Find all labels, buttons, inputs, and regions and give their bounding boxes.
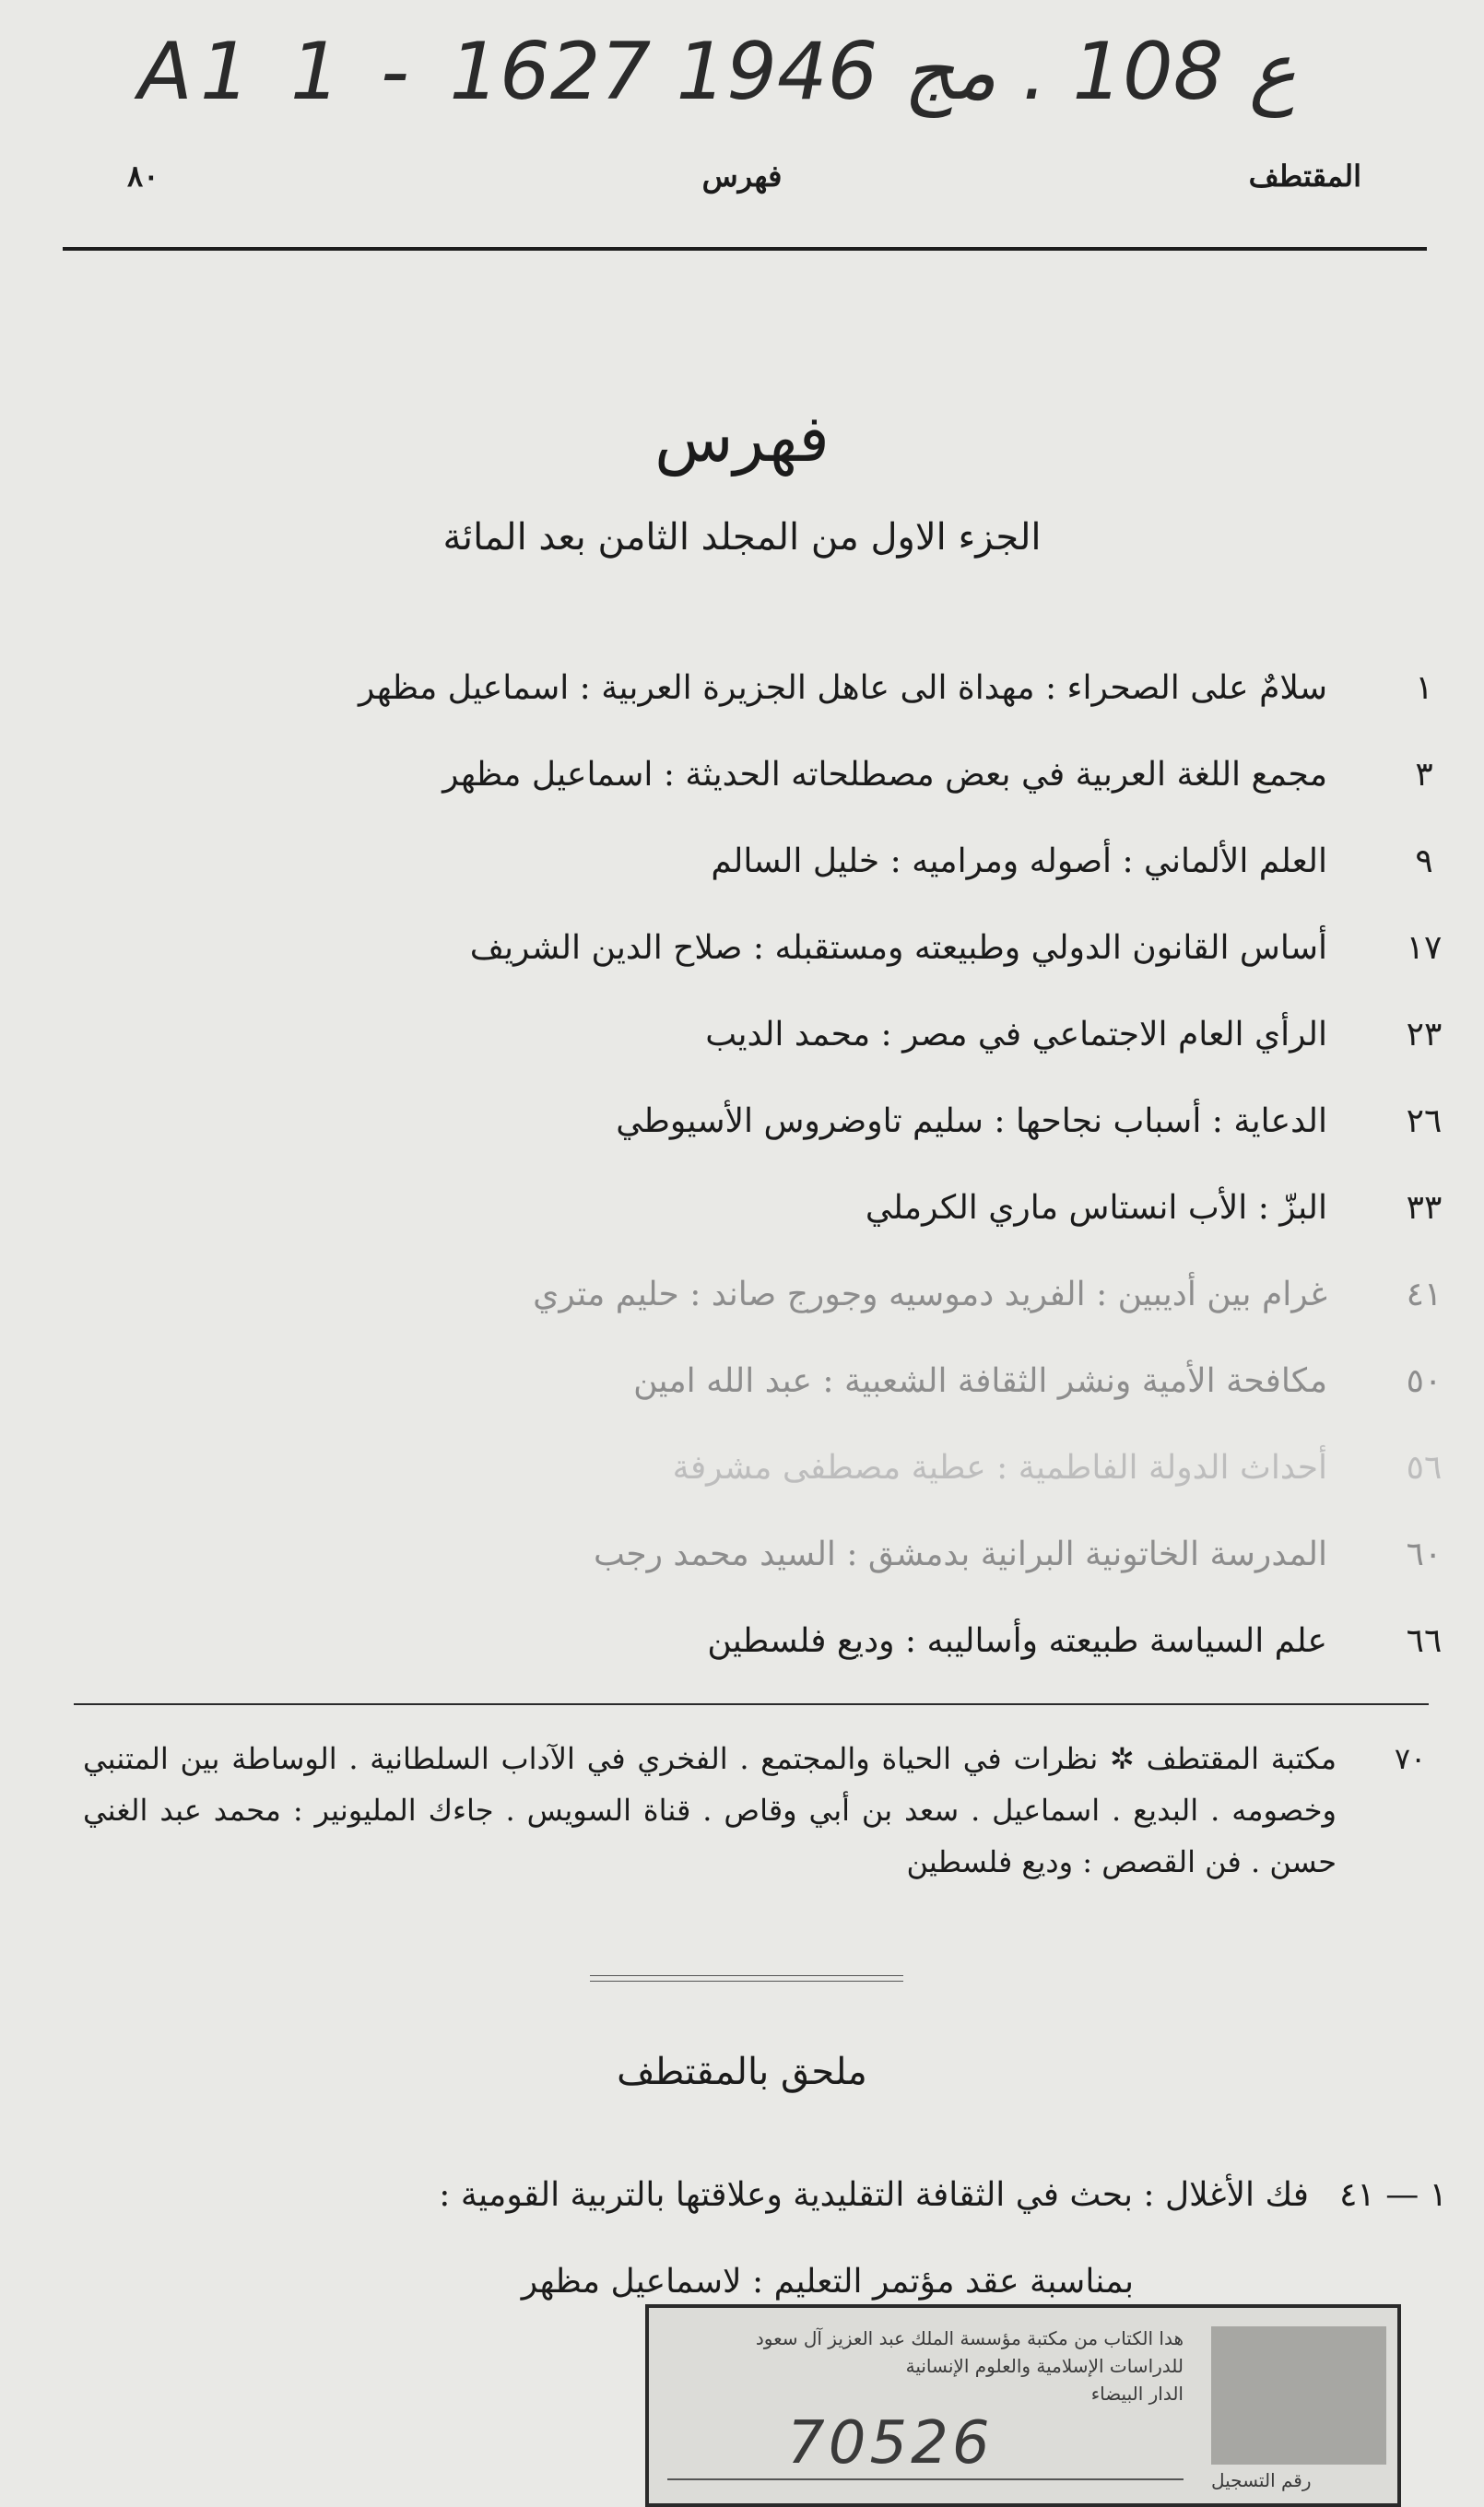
toc-title: غرام بين أديبين : الفريد دموسيه وجورج صاند : حليم متري <box>533 1276 1327 1313</box>
handwritten-reference: A1 1 - ع 108 . مج 1946 1627 <box>138 26 1297 118</box>
toc-entry <box>277 1425 1456 1512</box>
section-divider <box>74 1703 1429 1705</box>
page-title: فهرس <box>654 401 830 477</box>
stamp-line-1: هدا الكتاب من مكتبة مؤسسة الملك عبد العزيز آل سعود <box>755 2327 1184 2349</box>
supplement-entry <box>230 2152 1447 2325</box>
stamp-registration-number: 70526 <box>787 2409 994 2478</box>
stamp-line-3: الدار البيضاء <box>1090 2383 1184 2405</box>
library-text: مكتبة المقتطف ✲ نظرات في الحياة والمجتمع . الفخري في الآداب السلطانية . الوساطة بين المتنبي وخصومه . البديع . اسماعيل . سعد بن أبي وقاص . قناة السويس . جاءك المليونير : محمد عبد الغني حسن . فن القصص : وديع فلسطين <box>83 1741 1337 1879</box>
toc-entry <box>277 1598 1456 1685</box>
running-head-journal: المقتطف <box>1248 159 1361 194</box>
stamp-seal-image <box>1211 2326 1386 2465</box>
double-rule <box>590 1975 903 1982</box>
toc-page-number: ١٧ <box>1406 929 1443 967</box>
toc-page-number: ٢٦ <box>1406 1102 1443 1140</box>
toc-page-number: ١ <box>1415 669 1433 707</box>
toc-page-number: ٥٦ <box>1406 1449 1443 1487</box>
running-head-section: فهرس <box>701 159 783 194</box>
running-head <box>63 159 1421 214</box>
toc-entry <box>277 732 1456 818</box>
toc-entry <box>277 992 1456 1078</box>
toc-page-number: ٥٠ <box>1406 1362 1443 1400</box>
library-section <box>83 1733 1438 1888</box>
toc-title: الرأي العام الاجتماعي في مصر : محمد الديب <box>705 1016 1327 1053</box>
toc-page-number: ٤١ <box>1406 1276 1443 1313</box>
toc-page-number: ٦٠ <box>1406 1536 1443 1573</box>
toc-title: مجمع اللغة العربية في بعض مصطلحاته الحديثة : اسماعيل مظهر <box>442 756 1327 794</box>
library-stamp <box>645 2304 1401 2507</box>
toc-page-number: ٣ <box>1415 756 1433 794</box>
header-rule <box>63 247 1427 251</box>
running-head-page-number: ٨٠ <box>127 159 159 194</box>
toc-title: المدرسة الخاتونية البرانية بدمشق : السيد محمد رجب <box>593 1536 1327 1573</box>
toc-page-number: ٩ <box>1415 842 1433 880</box>
toc-title: أساس القانون الدولي وطبيعته ومستقبله : صلاح الدين الشريف <box>469 929 1327 967</box>
toc-entry <box>277 818 1456 905</box>
toc-page-number: ٣٣ <box>1406 1189 1443 1227</box>
toc-entry <box>277 1252 1456 1338</box>
stamp-text <box>667 2325 1184 2407</box>
toc-entry <box>277 1338 1456 1425</box>
toc-entry <box>277 1165 1456 1252</box>
toc-entry <box>277 645 1456 732</box>
toc-page-number: ٦٦ <box>1406 1622 1443 1660</box>
toc-entry <box>277 1512 1456 1598</box>
page-subtitle: الجزء الاول من المجلد الثامن بعد المائة <box>442 516 1042 559</box>
toc-entry <box>277 1078 1456 1165</box>
supplement-title: ملحق بالمقتطف <box>617 2051 867 2093</box>
toc-title: أحداث الدولة الفاطمية : عطية مصطفى مشرفة <box>672 1449 1327 1487</box>
toc-title: الدعاية : أسباب نجاحها : سليم تاوضروس الأسيوطي <box>616 1102 1327 1140</box>
toc-entry <box>277 905 1456 992</box>
supplement-line-1: فك الأغلال : بحث في الثقافة التقليدية وعلاقتها بالتربية القومية : <box>439 2176 1309 2214</box>
supplement-page-range: ١ — ٤١ <box>1339 2176 1447 2214</box>
library-page-number: ٧٠ <box>1394 1741 1427 1776</box>
toc-title: علم السياسة طبيعته وأساليبه : وديع فلسطين <box>707 1622 1327 1660</box>
supplement-line-2: بمناسبة عقد مؤتمر التعليم : لاسماعيل مظهر <box>521 2263 1134 2301</box>
toc-title: سلامٌ على الصحراء : مهداة الى عاهل الجزيرة العربية : اسماعيل مظهر <box>358 669 1327 707</box>
toc-page-number: ٢٣ <box>1406 1016 1443 1053</box>
stamp-underline <box>667 2478 1184 2480</box>
stamp-line-2: للدراسات الإسلامية والعلوم الإنسانية <box>905 2355 1184 2377</box>
toc-title: البزّ : الأب انستاس ماري الكرملي <box>865 1189 1327 1227</box>
toc-title: مكافحة الأمية ونشر الثقافة الشعبية : عبد الله امين <box>633 1362 1327 1400</box>
table-of-contents <box>277 645 1456 1685</box>
toc-title: العلم الألماني : أصوله ومراميه : خليل السالم <box>711 842 1327 880</box>
stamp-registration-label: رقم التسجيل <box>1211 2469 1312 2491</box>
